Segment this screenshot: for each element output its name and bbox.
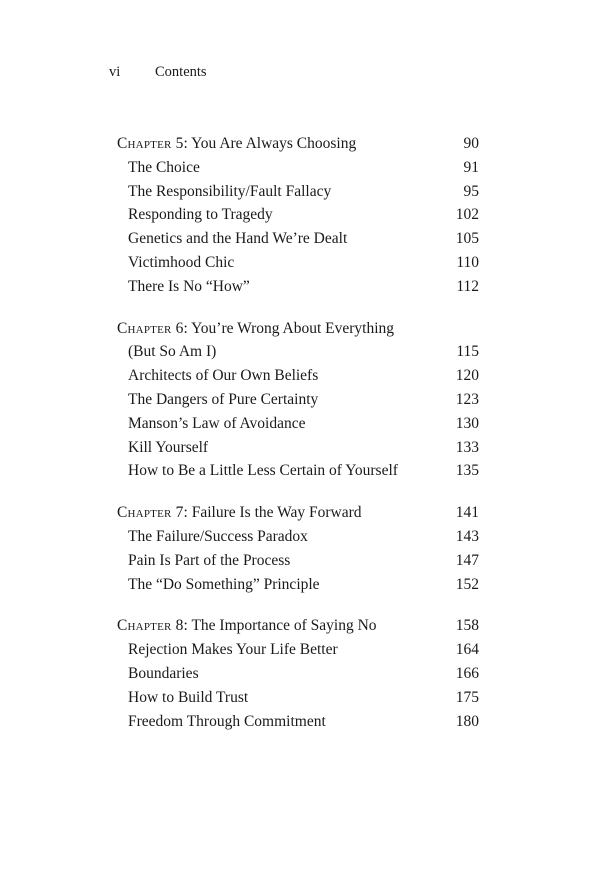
toc-entry[interactable] [117, 573, 479, 597]
chapter-title: The Importance of Saying No [191, 617, 377, 635]
page-number: 115 [456, 343, 479, 361]
chapter-heading[interactable] [117, 501, 479, 525]
chapter-label: Chapter 6 [117, 319, 184, 337]
toc-entry[interactable] [117, 251, 479, 275]
page-number: 180 [455, 712, 479, 730]
page-number: 152 [455, 575, 479, 593]
page-number: 105 [455, 230, 479, 248]
toc-entry[interactable] [117, 549, 479, 573]
page-number: 120 [455, 367, 479, 385]
chapter-8 [117, 614, 479, 733]
chapter-colon: : [183, 319, 192, 337]
toc-entry[interactable] [117, 388, 479, 412]
chapter-colon: : [183, 617, 192, 635]
toc-entry[interactable] [117, 662, 479, 686]
page-number: 158 [455, 617, 479, 635]
toc-entry[interactable] [117, 525, 479, 549]
chapter-heading[interactable] [117, 132, 479, 156]
page-number: 102 [455, 206, 479, 224]
page-number: 141 [455, 504, 479, 522]
toc-entry[interactable] [117, 459, 479, 483]
page-number: 164 [455, 641, 479, 659]
page-number: 133 [455, 438, 479, 456]
entry-title: How to Be a Little Less Certain of Yourself [128, 462, 398, 480]
toc-entry[interactable] [117, 227, 479, 251]
chapter-colon: : [183, 135, 192, 152]
page-number: 147 [455, 551, 479, 569]
chapter-heading-continued[interactable] [117, 340, 479, 364]
entry-title: The Failure/Success Paradox [128, 527, 308, 545]
table-of-contents [117, 132, 479, 751]
entry-title: Boundaries [128, 664, 199, 682]
chapter-title: You’re Wrong About Everything [191, 319, 395, 337]
entry-title: How to Build Trust [128, 688, 249, 706]
page-number: 110 [456, 253, 479, 271]
page-number: 143 [455, 527, 479, 545]
chapter-colon: : [183, 504, 192, 522]
chapter-heading[interactable] [117, 317, 479, 341]
chapter-label: Chapter 5 [117, 135, 184, 152]
entry-title: Freedom Through Commitment [128, 712, 326, 730]
entry-title: The Choice [128, 158, 200, 176]
chapter-6 [117, 317, 479, 484]
entry-title: Genetics and the Hand We’re Dealt [128, 230, 348, 248]
page-number: 91 [463, 158, 479, 176]
chapter-title: You Are Always Choosing [191, 135, 357, 152]
page-number: 112 [456, 277, 479, 295]
toc-entry[interactable] [117, 156, 479, 180]
chapter-heading[interactable] [117, 614, 479, 638]
chapter-title-continued: (But So Am I) [128, 343, 217, 361]
toc-entry[interactable] [117, 412, 479, 436]
page-number: 166 [455, 664, 479, 682]
page-number: 135 [455, 462, 479, 480]
page-number: 95 [463, 182, 479, 200]
page-number: 90 [463, 135, 479, 152]
toc-entry[interactable] [117, 364, 479, 388]
toc-entry[interactable] [117, 436, 479, 460]
entry-title: Rejection Makes Your Life Better [128, 641, 338, 659]
entry-title: There Is No “How” [128, 277, 250, 295]
running-head [109, 64, 207, 81]
chapter-7 [117, 501, 479, 596]
entry-title: Manson’s Law of Avoidance [128, 414, 306, 432]
toc-entry[interactable] [117, 686, 479, 710]
toc-entry[interactable] [117, 710, 479, 734]
toc-entry[interactable] [117, 203, 479, 227]
entry-title: The “Do Something” Principle [128, 575, 320, 593]
entry-title: Kill Yourself [128, 438, 209, 456]
entry-title: The Responsibility/Fault Fallacy [128, 182, 332, 200]
entry-title: The Dangers of Pure Certainty [128, 390, 319, 408]
running-title: Contents [155, 64, 207, 80]
page-number: 175 [455, 688, 479, 706]
chapter-5 [117, 132, 479, 299]
chapter-label: Chapter 8 [117, 617, 184, 635]
entry-title: Pain Is Part of the Process [128, 551, 291, 569]
toc-entry[interactable] [117, 275, 479, 299]
toc-entry[interactable] [117, 638, 479, 662]
page-number: 123 [455, 390, 479, 408]
entry-title: Architects of Our Own Beliefs [128, 367, 319, 385]
chapter-label: Chapter 7 [117, 504, 184, 522]
chapter-title: Failure Is the Way Forward [191, 504, 362, 522]
page-folio: vi [109, 64, 121, 80]
toc-entry[interactable] [117, 180, 479, 204]
entry-title: Responding to Tragedy [128, 206, 273, 224]
page-number: 130 [455, 414, 479, 432]
entry-title: Victimhood Chic [128, 253, 235, 271]
